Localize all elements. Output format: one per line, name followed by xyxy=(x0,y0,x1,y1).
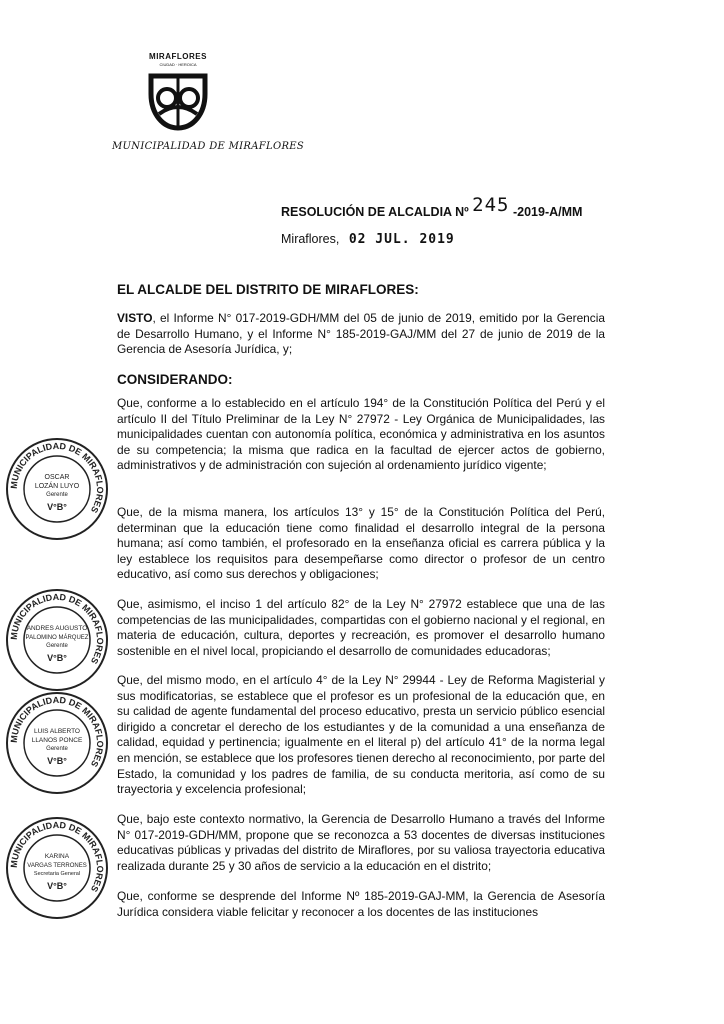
seal-1-role: Gerente xyxy=(46,492,68,498)
resolution-prefix: RESOLUCIÓN DE ALCALDIA Nº xyxy=(281,205,469,219)
paragraph-4: Que, del mismo modo, en el artículo 4° de la Ley N° 29944 - Ley de Reforma Magisterial y sus modificatorias, se establece que el profesor es un profesional de la educación que, en su calidad de agente fundamental del proceso educativo, presta un servicio público esencial dirigido a concretar el derecho de los estudiantes y de la comunidad a una enseñanza de calidad, equidad y pertinencia; igualmente en el literal p) del artículo 41° de la norma legal en mención, se establece que los profesores tienen derecho al reconocimiento, por parte del Estado, la comunidad y los padres de familia, de su conducta meritoria, así como de su trayectoria y excelencia profesional; xyxy=(117,673,605,797)
paragraph-5: Que, bajo este contexto normativo, la Gerencia de Desarrollo Humano a través del Informe N° 017-2019-GDH/MM, propone que se reconozca a 53 docentes de diversas instituciones educativas públicas y privadas del distrito de Miraflores, por su valiosa trayectoria educativa realizada durante 25 y 30 años de servicio a la educación en el distrito; xyxy=(117,812,605,873)
paragraph-3: Que, asimismo, el inciso 1 del artículo 82° de la Ley N° 27972 establece que una de las competencias de las municipalidades, compartidas con el gobierno nacional y el regional, en materia de educación, cultura, deportes y recreación, es promover el desarrollo humano sostenible en el nivel local, propiciando el desarrollo de comunidades educadoras; xyxy=(117,597,605,658)
seal-secretaria-general xyxy=(4,815,110,926)
seal-4-role: Secretaria General xyxy=(33,871,81,877)
seal-gerencia-municipal xyxy=(4,436,110,547)
seal-2-ring: MUNICIPALIDAD DE MIRAFLORES xyxy=(8,591,106,666)
paragraph-1: Que, conforme a lo establecido en el artículo 194° de la Constitución Política del Perú y el artículo II del Título Preliminar de la Ley N° 27972 - Ley Orgánica de Municipalidades, las municipalidades cuentan con autonomía política, económica y administrativa en los asuntos de su competencia; la misma que radica en la facultad de ejercer actos de gobierno, administrativos y de administración con sujeción al ordenamiento jurídico vigente; xyxy=(117,396,605,473)
seal-3-ring: MUNICIPALIDAD DE MIRAFLORES xyxy=(8,694,106,769)
municipality-name: MUNICIPALIDAD DE MIRAFLORES xyxy=(112,141,305,152)
municipal-logo xyxy=(128,52,228,132)
seal-4-ring: MUNICIPALIDAD DE MIRAFLORES xyxy=(8,819,106,894)
visto-text: , el Informe N° 017-2019-GDH/MM del 05 de junio de 2019, emitido por la Gerencia de Desarrollo Humano, y el Informe N° 185-2019-GAJ/MM del 27 de junio de 2019 de la Gerencia de Asesoría Jurídica, y; xyxy=(117,311,605,357)
seal-3-vb: V°B° xyxy=(47,756,67,766)
seal-1-name1: OSCAR xyxy=(44,474,70,481)
page-title: EL ALCALDE DEL DISTRITO DE MIRAFLORES: xyxy=(117,282,419,297)
resolution-title xyxy=(281,194,583,221)
paragraph-2: Que, de la misma manera, los artículos 13° y 15° de la Constitución Política del Perú, determinan que la educación tiene como finalidad el desarrollo integral de la persona humana; así como también, el profesorado en la enseñanza oficial es carrera pública y la ley establece los requisitos para desempeñarse como director o profesor de un centro educativo, así como sus derechos y obligaciones; xyxy=(117,505,605,582)
seal-4-name2: VARGAS TERRONES xyxy=(27,863,87,869)
considerando-heading: CONSIDERANDO: xyxy=(117,372,233,387)
seal-2-vb: V°B° xyxy=(47,653,67,663)
seal-desarrollo-humano xyxy=(4,690,110,801)
visto-paragraph xyxy=(117,311,605,358)
emblem-icon xyxy=(145,70,211,132)
seal-3-name1: LUIS ALBERTO xyxy=(33,728,81,735)
paragraph-6: Que, conforme se desprende del Informe Nº 185-2019-GAJ-MM, la Gerencia de Asesoría Jurídica considera viable felicitar y reconocer a los docentes de las instituciones xyxy=(117,889,605,919)
resolution-number: 245 xyxy=(472,194,510,216)
seal-2-name1: ANDRES AUGUSTO xyxy=(26,625,88,632)
seal-3-name2: LLANOS PONCE xyxy=(31,737,83,744)
seal-4-name1: KARINA xyxy=(44,853,70,860)
seal-1-name2: LOZÁN LUYO xyxy=(34,483,80,490)
seal-1-ring: MUNICIPALIDAD DE MIRAFLORES xyxy=(8,440,106,515)
seal-2-role: Gerente xyxy=(46,643,68,649)
seal-1-vb: V°B° xyxy=(47,502,67,512)
seal-2-name2: PALOMINO MÁRQUEZ xyxy=(25,635,89,641)
logo-title: MIRAFLORES xyxy=(149,52,207,61)
place-date xyxy=(281,232,455,247)
seal-3-role: Gerente xyxy=(46,746,68,752)
place-label: Miraflores, xyxy=(281,232,340,246)
resolution-suffix: -2019-A/MM xyxy=(512,205,583,219)
logo-subtitle: CIUDAD · HEROICA xyxy=(159,62,197,67)
seal-4-vb: V°B° xyxy=(47,881,67,891)
visto-label: VISTO xyxy=(117,311,153,325)
date-stamp: 02 JUL. 2019 xyxy=(348,232,455,247)
seal-asesoria-juridica xyxy=(4,587,110,698)
